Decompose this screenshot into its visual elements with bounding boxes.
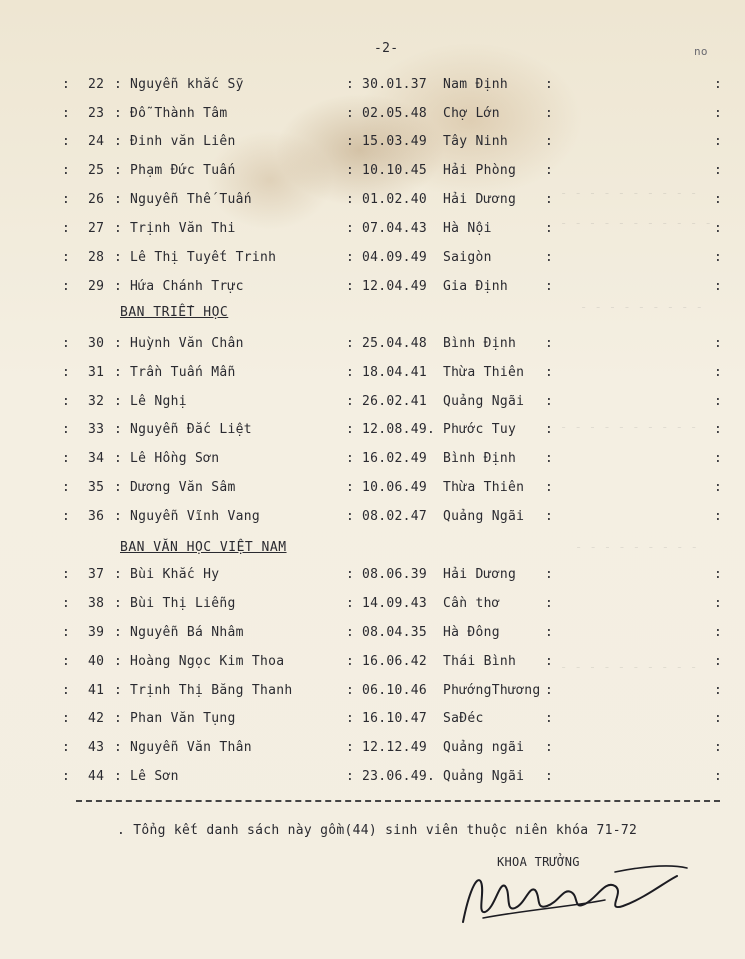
row-colon: : [346,480,355,495]
birth-date: 30.01.37 [362,77,428,92]
table-row [0,192,745,212]
row-colon: : [62,740,71,755]
row-colon: : [714,336,723,351]
row-colon: : [545,711,554,726]
student-name: Phan Văn Tụng [130,711,236,726]
row-colon: : [545,625,554,640]
row-colon: : [346,394,355,409]
birth-date: 06.10.46 [362,683,428,698]
table-row [0,567,745,587]
row-colon: : [62,769,71,784]
row-colon: : [714,163,723,178]
row-number: 35 [88,480,105,495]
row-colon: : [62,365,71,380]
row-colon: : [714,422,723,437]
row-colon: : [346,134,355,149]
student-name: Trịnh Văn Thi [130,221,236,236]
bleed-through-mark: - - - - - - - - - - [560,420,698,434]
row-number: 40 [88,654,105,669]
row-colon: : [114,279,123,294]
table-row [0,134,745,154]
row-colon: : [346,192,355,207]
row-colon: : [62,163,71,178]
row-colon: : [346,422,355,437]
table-row [0,625,745,645]
row-colon: : [714,394,723,409]
row-colon: : [545,394,554,409]
birth-date: 16.10.47 [362,711,428,726]
birth-date: 04.09.49 [362,250,428,265]
row-number: 29 [88,279,105,294]
birth-date: 08.02.47 [362,509,428,524]
student-name: Đinh văn Liên [130,134,236,149]
row-number: 27 [88,221,105,236]
row-colon: : [62,221,71,236]
student-name: Nguyễn khắc Sỹ [130,77,244,92]
row-colon: : [545,596,554,611]
row-colon: : [62,596,71,611]
row-colon: : [714,134,723,149]
row-colon: : [346,279,355,294]
birth-place: SaĐéc [443,711,484,726]
birth-date: 16.06.42 [362,654,428,669]
table-row [0,163,745,183]
row-colon: : [114,221,123,236]
row-colon: : [62,422,71,437]
row-number: 24 [88,134,105,149]
row-colon: : [714,567,723,582]
row-colon: : [714,711,723,726]
row-number: 43 [88,740,105,755]
row-number: 28 [88,250,105,265]
row-number: 33 [88,422,105,437]
row-number: 31 [88,365,105,380]
row-colon: : [62,654,71,669]
student-name: Bùi Thị Liễng [130,596,236,611]
row-number: 32 [88,394,105,409]
birth-date: 02.05.48 [362,106,428,121]
row-colon: : [62,106,71,121]
table-row [0,509,745,529]
birth-date: 14.09.43 [362,596,428,611]
student-name: Nguyễn Vĩnh Vang [130,509,261,524]
row-colon: : [114,740,123,755]
row-colon: : [545,769,554,784]
handwritten-signature [455,852,695,932]
table-row [0,683,745,703]
row-colon: : [545,279,554,294]
row-colon: : [714,740,723,755]
student-name: Trần Tuấn Mẫn [130,365,236,380]
student-name: Phạm Đức Tuấn [130,163,236,178]
row-colon: : [114,365,123,380]
table-row [0,77,745,97]
row-colon: : [545,336,554,351]
row-colon: : [114,192,123,207]
row-colon: : [62,567,71,582]
row-number: 34 [88,451,105,466]
table-row [0,106,745,126]
corner-mark: no [694,45,708,58]
table-row [0,480,745,500]
table-row [0,336,745,356]
row-colon: : [545,365,554,380]
row-colon: : [545,163,554,178]
row-number: 41 [88,683,105,698]
row-colon: : [114,683,123,698]
birth-place: Nam Định [443,77,509,92]
row-colon: : [114,711,123,726]
birth-date: 23.06.49. [362,769,436,784]
row-number: 26 [88,192,105,207]
birth-date: 01.02.40 [362,192,428,207]
row-colon: : [545,250,554,265]
birth-date: 10.06.49 [362,480,428,495]
birth-date: 26.02.41 [362,394,428,409]
birth-place: Quảng Ngãi [443,769,525,784]
table-row [0,769,745,789]
row-colon: : [62,336,71,351]
birth-place: Hải Phòng [443,163,517,178]
row-colon: : [714,480,723,495]
table-row [0,740,745,760]
birth-place: Quảng Ngãi [443,394,525,409]
birth-place: Thừa Thiên [443,365,525,380]
row-colon: : [714,221,723,236]
student-name: Nguyễn Văn Thân [130,740,252,755]
row-colon: : [114,394,123,409]
table-row [0,221,745,241]
page-number: -2- [374,41,399,56]
row-colon: : [714,250,723,265]
row-colon: : [114,509,123,524]
row-colon: : [114,77,123,92]
row-colon: : [114,163,123,178]
row-colon: : [114,654,123,669]
row-colon: : [714,683,723,698]
birth-place: Thừa Thiên [443,480,525,495]
row-colon: : [114,625,123,640]
row-colon: : [114,336,123,351]
row-colon: : [346,683,355,698]
row-colon: : [714,769,723,784]
birth-place: Gia Định [443,279,509,294]
table-row [0,596,745,616]
row-number: 22 [88,77,105,92]
row-colon: : [346,365,355,380]
birth-date: 08.04.35 [362,625,428,640]
row-number: 39 [88,625,105,640]
birth-date: 12.12.49 [362,740,428,755]
student-name: Trịnh Thị Băng Thanh [130,683,293,698]
row-number: 42 [88,711,105,726]
row-colon: : [545,509,554,524]
birth-place: PhướngThương [443,683,541,698]
birth-date: 15.03.49 [362,134,428,149]
student-name: Hứa Chánh Trực [130,279,244,294]
row-number: 25 [88,163,105,178]
student-name: Đỗ Thành Tâm [130,106,228,121]
table-row [0,394,745,414]
row-colon: : [346,106,355,121]
row-colon: : [114,480,123,495]
birth-date: 12.08.49. [362,422,436,437]
birth-place: Bình Định [443,451,517,466]
bleed-through-mark: - - - - - - - - - - - [560,216,712,230]
birth-date: 25.04.48 [362,336,428,351]
row-colon: : [714,625,723,640]
row-colon: : [714,192,723,207]
row-colon: : [346,250,355,265]
row-colon: : [714,654,723,669]
student-name: Nguyễn Thế Tuấn [130,192,252,207]
row-number: 36 [88,509,105,524]
row-colon: : [346,740,355,755]
row-colon: : [545,740,554,755]
bleed-through-mark: - - - - - - - - - - [560,660,698,674]
birth-date: 10.10.45 [362,163,428,178]
row-colon: : [114,422,123,437]
row-colon: : [545,77,554,92]
row-colon: : [62,509,71,524]
birth-date: 12.04.49 [362,279,428,294]
student-name: Nguyễn Bá Nhâm [130,625,244,640]
row-colon: : [62,394,71,409]
row-colon: : [62,134,71,149]
row-number: 23 [88,106,105,121]
row-colon: : [714,106,723,121]
birth-place: Phước Tuy [443,422,517,437]
row-colon: : [714,451,723,466]
row-colon: : [114,451,123,466]
row-colon: : [62,192,71,207]
row-colon: : [114,250,123,265]
row-colon: : [545,683,554,698]
row-colon: : [714,365,723,380]
bleed-through-mark: - - - - - - - - - [575,540,698,554]
section-heading-van-hoc: BAN VĂN HỌC VIỆT NAM [120,540,287,555]
table-row [0,365,745,385]
birth-place: Saigòn [443,250,492,265]
row-colon: : [714,596,723,611]
row-colon: : [346,509,355,524]
row-colon: : [346,596,355,611]
row-colon: : [62,625,71,640]
student-name: Dương Văn Sâm [130,480,236,495]
row-colon: : [114,769,123,784]
row-colon: : [346,336,355,351]
row-colon: : [346,654,355,669]
table-row [0,279,745,299]
row-colon: : [346,163,355,178]
signature-title: KHOA TRƯỞNG [497,855,580,869]
birth-date: 18.04.41 [362,365,428,380]
section-heading-triet-hoc: BAN TRIẾT HỌC [120,305,229,320]
birth-date: 07.04.43 [362,221,428,236]
row-colon: : [545,480,554,495]
row-colon: : [62,250,71,265]
row-colon: : [62,77,71,92]
student-name: Lê Hồng Sơn [130,451,220,466]
birth-place: Hải Dương [443,192,517,207]
table-row [0,654,745,674]
row-colon: : [346,221,355,236]
birth-place: Quảng ngãi [443,740,525,755]
row-number: 44 [88,769,105,784]
row-colon: : [545,422,554,437]
row-colon: : [545,567,554,582]
birth-place: Hải Dương [443,567,517,582]
row-colon: : [62,451,71,466]
row-colon: : [114,567,123,582]
row-colon: : [346,77,355,92]
row-number: 38 [88,596,105,611]
table-row [0,711,745,731]
student-name: Lê Sơn [130,769,179,784]
birth-place: Thái Bình [443,654,517,669]
birth-place: Hà Nội [443,221,492,236]
row-colon: : [62,683,71,698]
summary-line: . Tổng kết danh sách này gồm(44) sinh viên thuộc niên khóa 71-72 [117,823,638,838]
row-colon: : [114,106,123,121]
row-colon: : [714,509,723,524]
row-colon: : [714,279,723,294]
student-name: Lê Nghị [130,394,187,409]
row-colon: : [545,654,554,669]
row-colon: : [346,769,355,784]
row-number: 37 [88,567,105,582]
bleed-through-mark: - - - - - - - - - - [560,186,698,200]
birth-place: Hà Đông [443,625,500,640]
birth-place: Chợ Lớn [443,106,500,121]
birth-date: 16.02.49 [362,451,428,466]
student-name: Hoàng Ngọc Kim Thoa [130,654,285,669]
row-colon: : [545,451,554,466]
birth-place: Bình Định [443,336,517,351]
row-colon: : [545,106,554,121]
row-colon: : [346,711,355,726]
table-row [0,451,745,471]
row-colon: : [62,279,71,294]
table-row [0,422,745,442]
row-colon: : [346,625,355,640]
student-name: Lê Thị Tuyết Trinh [130,250,277,265]
row-colon: : [545,134,554,149]
student-name: Nguyễn Đắc Liệt [130,422,252,437]
row-colon: : [714,77,723,92]
student-name: Bùi Khắc Hy [130,567,220,582]
row-colon: : [545,192,554,207]
birth-place: Tây Ninh [443,134,509,149]
bleed-through-mark: - - - - - - - - - [580,300,703,314]
dashed-divider [76,800,720,802]
row-colon: : [114,134,123,149]
row-colon: : [114,596,123,611]
row-colon: : [346,451,355,466]
row-number: 30 [88,336,105,351]
birth-date: 08.06.39 [362,567,428,582]
birth-place: Cần thơ [443,596,500,611]
table-row [0,250,745,270]
row-colon: : [62,711,71,726]
row-colon: : [346,567,355,582]
row-colon: : [545,221,554,236]
row-colon: : [62,480,71,495]
birth-place: Quảng Ngãi [443,509,525,524]
student-name: Huỳnh Văn Chân [130,336,244,351]
